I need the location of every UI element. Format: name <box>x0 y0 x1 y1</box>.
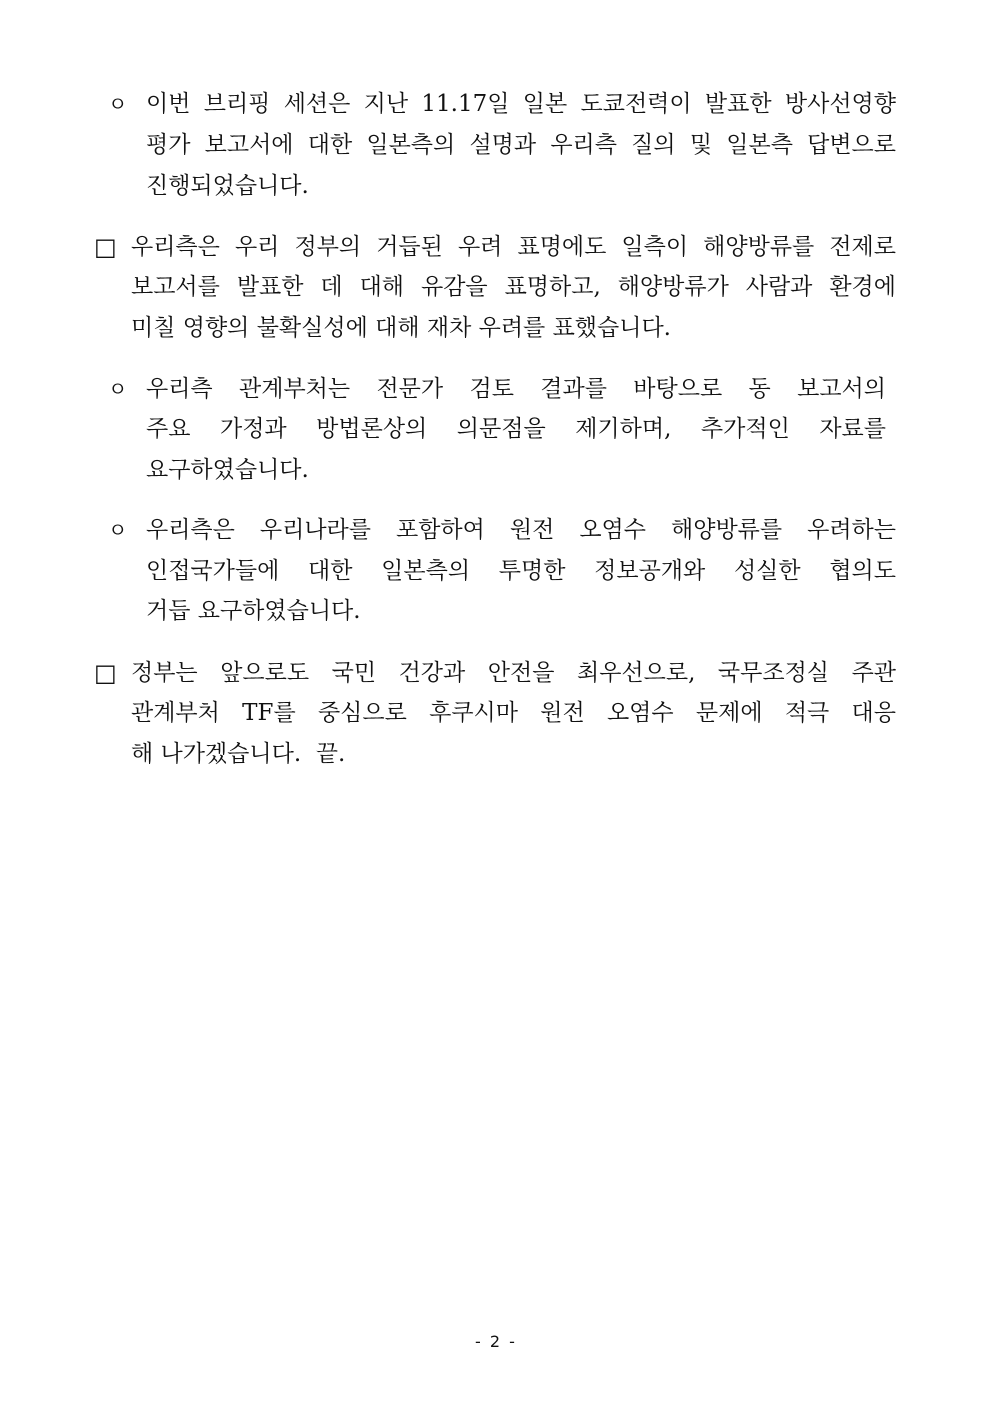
square-bullet-marker: □ <box>94 659 117 687</box>
page-number: - 2 - <box>475 1332 517 1351</box>
paragraph-line: 우리측 관계부처는 전문가 검토 결과를 바탕으로 동 보고서의 <box>146 376 886 402</box>
paragraph-line: 우리측은 우리 정부의 거듭된 우려 표명에도 일측이 해양방류를 전제로 <box>131 234 896 260</box>
circle-bullet-marker: ㅇ <box>108 518 128 542</box>
paragraph-line: 관계부처 TF를 중심으로 후쿠시마 원전 오염수 문제에 적극 대응 <box>131 700 896 726</box>
square-bullet-marker: □ <box>94 233 117 261</box>
paragraph-line: 평가 보고서에 대한 일본측의 설명과 우리측 질의 및 일본측 답변으로 <box>146 132 896 158</box>
paragraph-line: 우리측은 우리나라를 포함하여 원전 오염수 해양방류를 우려하는 <box>146 517 896 543</box>
circle-bullet-marker: ㅇ <box>108 92 128 116</box>
paragraph-line: 주요 가정과 방법론상의 의문점을 제기하며, 추가적인 자료를 <box>146 416 886 442</box>
circle-bullet-marker: ㅇ <box>108 377 128 401</box>
paragraph-line: 이번 브리핑 세션은 지난 11.17일 일본 도쿄전력이 발표한 방사선영향 <box>146 91 896 117</box>
paragraph-line: 거듭 요구하였습니다. <box>146 598 361 624</box>
paragraph-line: 미칠 영향의 불확실성에 대해 재차 우려를 표했습니다. <box>131 315 671 341</box>
paragraph-line: 인접국가들에 대한 일본측의 투명한 정보공개와 성실한 협의도 <box>146 558 896 584</box>
paragraph-line: 해 나가겠습니다. 끝. <box>131 741 346 767</box>
paragraph-line: 보고서를 발표한 데 대해 유감을 표명하고, 해양방류가 사람과 환경에 <box>131 274 896 300</box>
paragraph-line: 정부는 앞으로도 국민 건강과 안전을 최우선으로, 국무조정실 주관 <box>131 660 896 686</box>
paragraph-line: 요구하였습니다. <box>146 457 309 483</box>
paragraph-line: 진행되었습니다. <box>146 173 309 199</box>
